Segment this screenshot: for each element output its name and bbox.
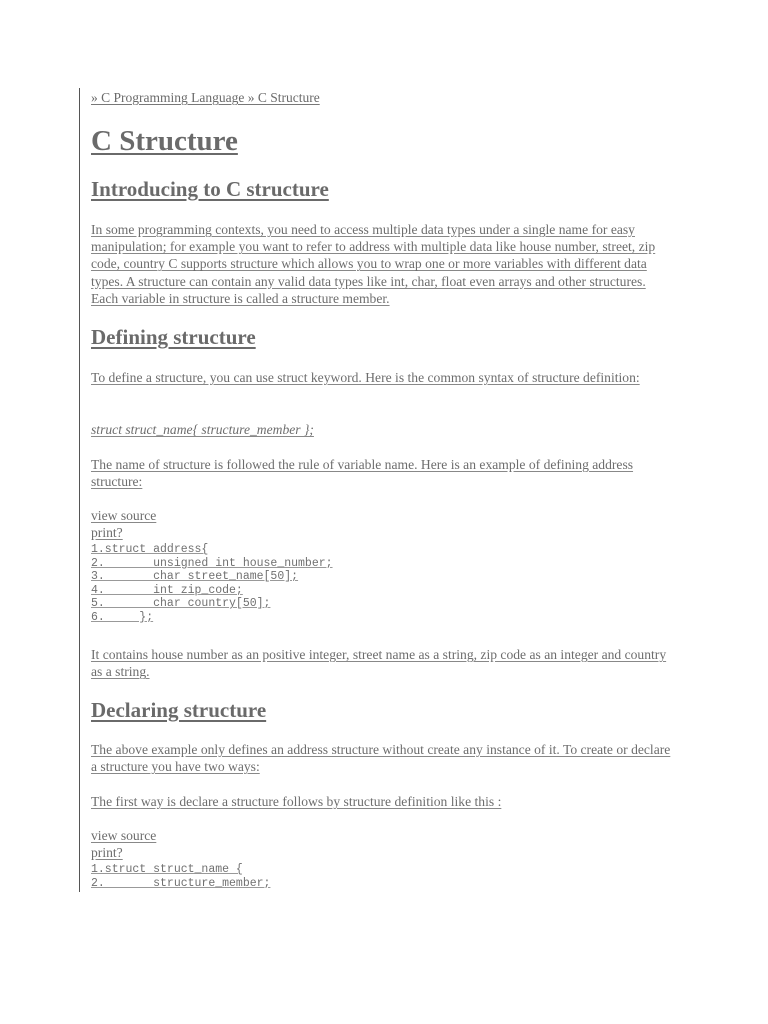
defining-paragraph-1: To define a structure, you can use struct keyword. Here is the common syntax of structure definition: bbox=[91, 370, 640, 385]
code-line: 2. unsigned int house_number; bbox=[91, 556, 333, 570]
view-source-link[interactable]: view source bbox=[91, 508, 157, 523]
declaring-paragraph-2: The first way is declare a structure follows by structure definition like this : bbox=[91, 794, 502, 809]
article-frame bbox=[79, 88, 679, 892]
code-line: 1.struct address{ bbox=[91, 543, 209, 556]
breadcrumb-text[interactable]: » C Programming Language » C Structure bbox=[91, 90, 320, 105]
view-source-link[interactable]: view source bbox=[91, 828, 157, 843]
code-block-struct-name bbox=[91, 863, 270, 890]
intro-paragraph: In some programming contexts, you need to access multiple data types under a single name for easy manipulation; for example you want to refer to address with multiple data like house number, street, zip code, country C supports structure which allows you to wrap one or more variables with different data types. A structure can contain any valid data types like int, char, float even arrays and other structures. Each variable in structure is called a structure member. bbox=[91, 222, 656, 306]
breadcrumb[interactable] bbox=[91, 90, 320, 106]
page-title: C Structure bbox=[91, 125, 238, 157]
code-line: 1.struct struct_name { bbox=[91, 863, 243, 876]
code-line: 3. char street_name[50]; bbox=[91, 570, 299, 584]
code-block-address bbox=[91, 543, 333, 625]
section-heading-declaring: Declaring structure bbox=[91, 698, 267, 722]
code-line: 4. int zip_code; bbox=[91, 583, 243, 597]
section-heading-defining: Defining structure bbox=[91, 325, 256, 349]
declaring-paragraph-1: The above example only defines an address structure without create any instance of it. To create or declare a structure you have two ways: bbox=[91, 742, 671, 775]
print-link[interactable]: print? bbox=[91, 525, 123, 540]
defining-paragraph-2: The name of structure is followed the rule of variable name. Here is an example of defining address structure: bbox=[91, 457, 634, 490]
defining-paragraph-3: It contains house number as an positive integer, street name as a string, zip code as an integer and country as a string. bbox=[91, 647, 667, 680]
code-line: 6. }; bbox=[91, 610, 154, 624]
print-link[interactable]: print? bbox=[91, 845, 123, 860]
section-heading-intro: Introducing to C structure bbox=[91, 177, 329, 201]
struct-syntax: struct struct_name{ structure_member }; bbox=[91, 422, 314, 437]
code-line: 5. char country[50]; bbox=[91, 597, 271, 611]
code-line: 2. structure_member; bbox=[91, 876, 271, 890]
